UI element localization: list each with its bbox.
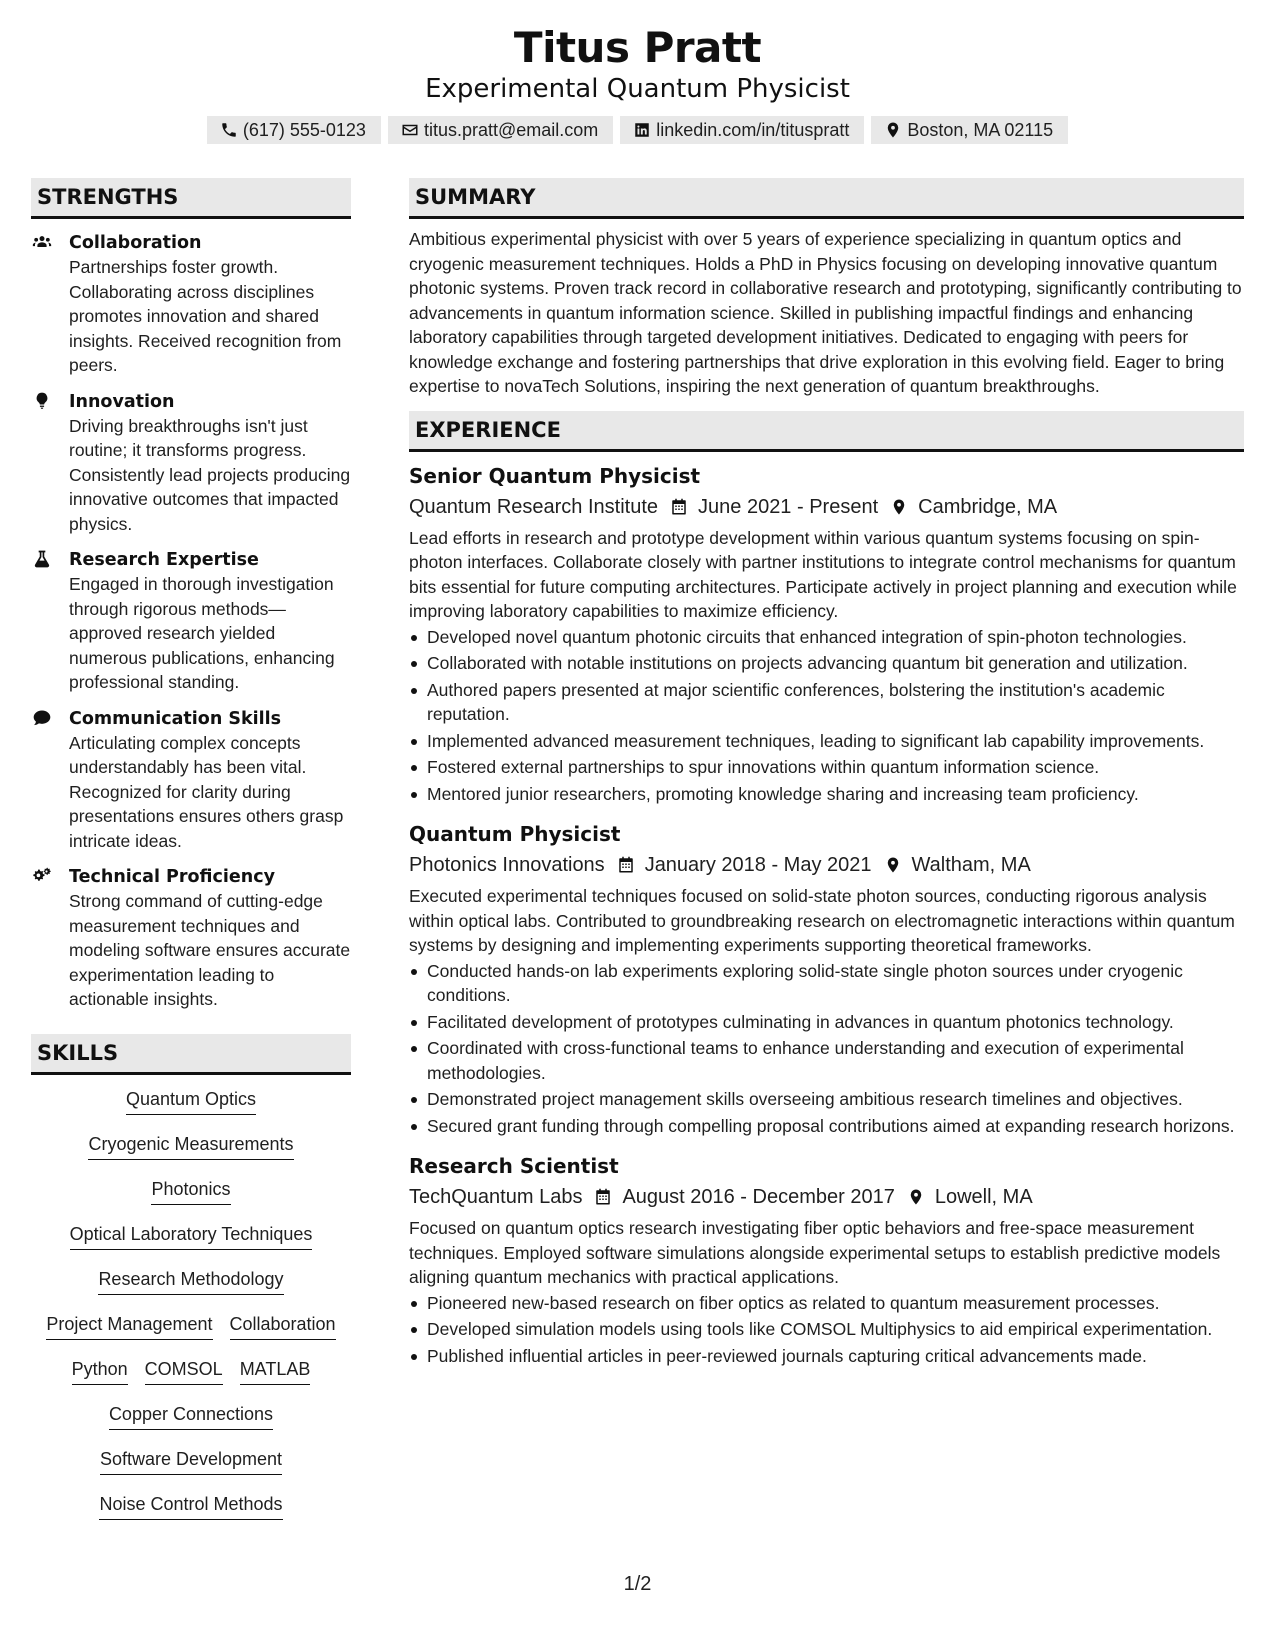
page-number: 1/2 bbox=[623, 1573, 652, 1595]
skill-tag: Quantum Optics bbox=[126, 1087, 256, 1115]
skill-tag: Project Management bbox=[46, 1312, 212, 1340]
map-pin-icon bbox=[890, 497, 908, 517]
job-dates: June 2021 - Present bbox=[698, 495, 879, 518]
job-dates: January 2018 - May 2021 bbox=[644, 854, 872, 876]
job-meta bbox=[409, 1182, 1244, 1212]
strength-title: Collaboration bbox=[69, 233, 202, 253]
envelope-icon bbox=[401, 121, 419, 139]
strength-item bbox=[31, 865, 351, 1012]
skill-tag: Python bbox=[72, 1357, 128, 1385]
strength-desc: Articulating complex concepts understandably has been vital. Recognized for clarity during presentations ensures others grasp intricate ideas. bbox=[69, 732, 344, 851]
calendar-icon bbox=[594, 1187, 612, 1207]
skills-list bbox=[31, 1087, 351, 1537]
job-title: Quantum Physicist bbox=[409, 822, 621, 846]
linkedin-icon bbox=[633, 121, 651, 139]
job-entry bbox=[409, 462, 1244, 807]
candidate-name: Titus Pratt bbox=[513, 23, 762, 72]
experience-heading: EXPERIENCE bbox=[409, 411, 1244, 452]
lightbulb-icon bbox=[31, 391, 53, 411]
job-description: Focused on quantum optics research investigating fiber optic behaviors and free-space measurement techniques. Employed software simulations alongside experimental setups to establish predictive models aligning quantum mechanics with practical applications. bbox=[409, 1218, 1221, 1287]
map-pin-icon bbox=[907, 1187, 925, 1207]
strength-item bbox=[31, 231, 351, 378]
contact-email[interactable] bbox=[388, 116, 613, 144]
strength-desc: Driving breakthroughs isn't just routine; it transforms progress. Consistently lead projects producing innovative outcomes that impacted physics. bbox=[69, 415, 351, 534]
job-location: Waltham, MA bbox=[911, 854, 1031, 876]
skill-tag: Research Methodology bbox=[98, 1267, 283, 1295]
bullet-item: Fostered external partnerships to spur innovations within quantum information science. bbox=[409, 755, 1244, 780]
strengths-heading: STRENGTHS bbox=[31, 178, 351, 219]
job-company: TechQuantum Labs bbox=[409, 1186, 583, 1208]
contact-email-text: titus.pratt@email.com bbox=[423, 119, 599, 140]
job-bullets bbox=[409, 959, 1244, 1139]
job-location: Cambridge, MA bbox=[918, 495, 1058, 518]
bullet-item: Facilitated development of prototypes culminating in advances in quantum photonics technology. bbox=[409, 1010, 1244, 1035]
bullet-item: Collaborated with notable institutions on projects advancing quantum bit generation and utilization. bbox=[409, 651, 1244, 676]
bullet-item: Coordinated with cross-functional teams to enhance understanding and execution of experimental methodologies. bbox=[409, 1036, 1244, 1085]
phone-icon bbox=[220, 121, 238, 139]
job-bullets bbox=[409, 625, 1244, 807]
contact-phone[interactable] bbox=[207, 116, 381, 144]
skill-tag: Software Development bbox=[100, 1447, 282, 1475]
summary-text: Ambitious experimental physicist with over 5 years of experience specializing in quantum optics and cryogenic measurement techniques. Holds a PhD in Physics focusing on developing innovative quantum photonic systems. Proven track record in collaborative research and prototyping, significantly contributing to advancements in quantum information science. Skilled in publishing impactful findings and enhancing laboratory capabilities through targeted development initiatives. Dedicated to engaging with peers for knowledge exchange and fostering partnerships that drive exploration in this evolving field. Eager to bring expertise to novaTech Solutions, inspiring the next generation of quantum breakthroughs. bbox=[409, 229, 1242, 396]
bullet-item: Implemented advanced measurement techniques, leading to significant lab capability improvements. bbox=[409, 729, 1244, 754]
skills-heading: SKILLS bbox=[31, 1034, 351, 1075]
calendar-icon bbox=[617, 855, 635, 875]
contact-location-text: Boston, MA 02115 bbox=[907, 119, 1054, 140]
job-location: Lowell, MA bbox=[934, 1186, 1033, 1208]
left-column bbox=[31, 178, 351, 1537]
strength-desc: Engaged in thorough investigation through rigorous methods—approved research yielded numerous publications, enhancing professional standing. bbox=[69, 574, 335, 692]
skill-tag: Photonics bbox=[151, 1177, 230, 1205]
skill-tag: Cryogenic Measurements bbox=[88, 1132, 293, 1160]
bullet-item: Authored papers presented at major scientific conferences, bolstering the institution's academic reputation. bbox=[409, 678, 1244, 727]
strength-desc: Strong command of cutting-edge measurement techniques and modeling software ensures accurate experimentation leading to actionable insights. bbox=[69, 891, 351, 1009]
job-description: Lead efforts in research and prototype development within various quantum systems focusing on spin-photon interfaces. Collaborate closely with partner institutions to integrate control mechanisms for quantum bits essential for future computing architectures. Participate actively in project planning and execution while improving laboratory capabilities to maximize efficiency. bbox=[409, 527, 1237, 621]
strength-title: Research Expertise bbox=[69, 550, 259, 570]
bullet-item: Conducted hands-on lab experiments exploring solid-state single photon sources under cryogenic conditions. bbox=[409, 959, 1244, 1008]
skill-tag: Optical Laboratory Techniques bbox=[70, 1222, 313, 1250]
contact-location bbox=[871, 116, 1068, 144]
skill-tag: Noise Control Methods bbox=[99, 1492, 282, 1520]
bullet-item: Developed novel quantum photonic circuits that enhanced integration of spin-photon technologies. bbox=[409, 625, 1244, 650]
users-icon bbox=[31, 232, 53, 252]
strength-title: Innovation bbox=[69, 391, 175, 412]
strength-title: Communication Skills bbox=[69, 708, 282, 729]
contact-linkedin[interactable] bbox=[620, 116, 864, 144]
contact-bar bbox=[0, 116, 1275, 144]
strength-title: Technical Proficiency bbox=[69, 867, 275, 887]
skill-tag: MATLAB bbox=[240, 1357, 311, 1385]
bullet-item: Developed simulation models using tools like COMSOL Multiphysics to aid empirical experimentation. bbox=[409, 1317, 1244, 1342]
skill-tag: Collaboration bbox=[230, 1312, 336, 1340]
flask-icon bbox=[31, 549, 53, 569]
right-column bbox=[409, 178, 1244, 1370]
strength-item bbox=[31, 707, 351, 854]
job-meta bbox=[409, 850, 1244, 880]
job-title: Senior Quantum Physicist bbox=[409, 463, 701, 488]
skill-tag: Copper Connections bbox=[109, 1402, 273, 1430]
bullet-item: Demonstrated project management skills overseeing ambitious research timelines and objectives. bbox=[409, 1087, 1244, 1112]
resume-header bbox=[0, 22, 1275, 144]
job-company: Photonics Innovations bbox=[409, 854, 605, 876]
bullet-item: Pioneered new-based research on fiber optics as related to quantum measurement processes. bbox=[409, 1291, 1244, 1316]
job-dates: August 2016 - December 2017 bbox=[622, 1186, 895, 1208]
skill-tag: COMSOL bbox=[145, 1357, 223, 1385]
contact-linkedin-text: linkedin.com/in/tituspratt bbox=[656, 119, 850, 140]
contact-phone-text: (617) 555-0123 bbox=[242, 119, 366, 140]
job-meta bbox=[409, 492, 1244, 522]
speech-bubble-icon bbox=[31, 708, 53, 728]
job-bullets bbox=[409, 1291, 1244, 1369]
job-company: Quantum Research Institute bbox=[409, 495, 659, 518]
candidate-title: Experimental Quantum Physicist bbox=[425, 74, 850, 104]
map-pin-icon bbox=[884, 121, 902, 139]
bullet-item: Secured grant funding through compelling proposal contributions aimed at expanding research horizons. bbox=[409, 1114, 1244, 1139]
job-entry bbox=[409, 1152, 1244, 1368]
strength-item bbox=[31, 390, 351, 537]
calendar-icon bbox=[670, 497, 688, 517]
job-title: Research Scientist bbox=[409, 1154, 619, 1178]
job-description: Executed experimental techniques focused on solid-state photon sources, conducting rigorous analysis within optical labs. Contributed to groundbreaking research on electromagnetic interactions within quantum systems by designing and implementing experiments supporting theoretical frameworks. bbox=[409, 886, 1235, 955]
job-entry bbox=[409, 820, 1244, 1138]
map-pin-icon bbox=[884, 855, 902, 875]
summary-heading: SUMMARY bbox=[409, 178, 1244, 219]
strength-desc: Partnerships foster growth. Collaborating across disciplines promotes innovation and shared insights. Received recognition from peers. bbox=[69, 257, 342, 375]
strength-item bbox=[31, 548, 351, 695]
gears-icon bbox=[31, 866, 53, 886]
bullet-item: Published influential articles in peer-reviewed journals capturing critical advancements made. bbox=[409, 1344, 1244, 1369]
bullet-item: Mentored junior researchers, promoting knowledge sharing and increasing team proficiency. bbox=[409, 782, 1244, 807]
